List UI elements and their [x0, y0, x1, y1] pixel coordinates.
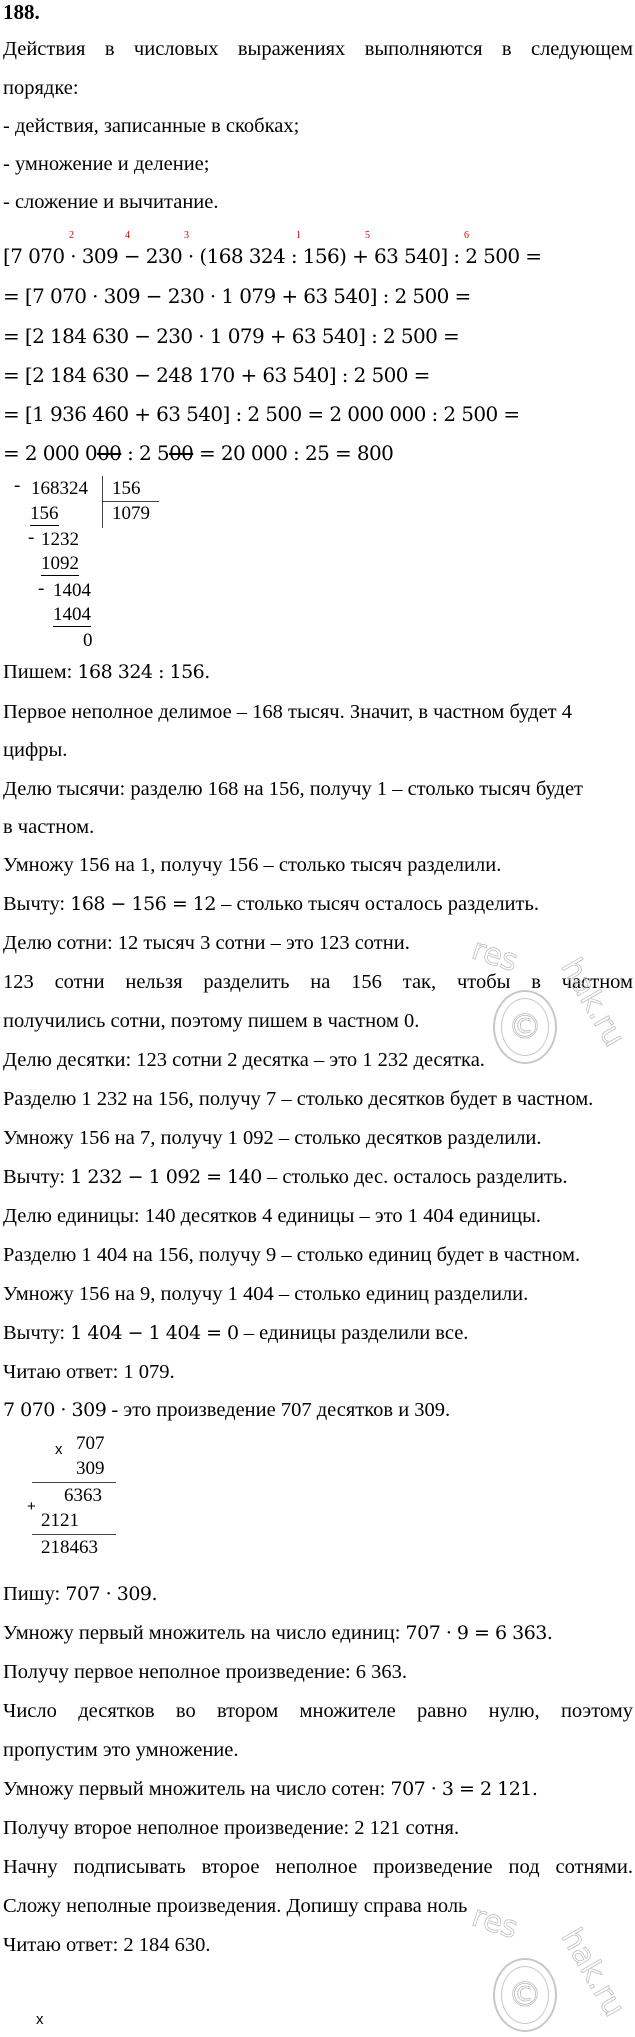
final-remainder: 0	[83, 630, 93, 651]
explanation-line: в частном.	[3, 816, 95, 838]
explanation-line	[3, 1321, 468, 1345]
copyright-icon: ©	[493, 990, 557, 1064]
text: – единицы разделили все.	[238, 1322, 469, 1344]
explanation-line: Делю единицы: 140 десятков 4 единицы – это 1 404 единицы.	[3, 1205, 542, 1227]
minus-sign: -	[14, 475, 21, 496]
factor-1: 707	[76, 1433, 105, 1454]
product-result: 218463	[41, 1537, 98, 1558]
text: Вычту:	[3, 893, 71, 915]
task-number: 188.	[3, 0, 40, 24]
divisor-underline	[102, 501, 159, 502]
text: Вычту:	[3, 1322, 71, 1344]
minus-sign: -	[38, 578, 45, 599]
math: 707 · 3 = 2 121.	[390, 1778, 538, 1800]
explanation-line	[3, 1621, 552, 1645]
dividend: 168324	[31, 478, 88, 499]
text: - это произведение 707 десятков и 309.	[106, 1399, 451, 1421]
expression-line: = [2 184 630 − 248 170 + 63 540] : 2 500 =	[3, 363, 430, 387]
expression-line: [7 070 · 309 − 230 · (168 324 : 156) + 63 540] : 2 500 =	[3, 244, 542, 268]
explanation-line: Число десятков во втором множителе равно нулю, поэтому	[3, 1700, 633, 1722]
order-mark: 4	[125, 230, 130, 241]
explanation-line: Разделю 1 404 на 156, получу 9 – столько единиц будет в частном.	[3, 1244, 581, 1266]
explanation-line: Первое неполное делимое – 168 тысяч. Значит, в частном будет 4	[3, 701, 572, 723]
times-sign: x	[55, 1441, 63, 1458]
explanation-line: Умножу 156 на 7, получу 1 092 – столько десятков разделили.	[3, 1127, 542, 1149]
explanation-line: Начну подписывать второе неполное произведение под сотнями.	[3, 1856, 633, 1878]
explanation-line: Получу второе неполное произведение: 2 121 сотня.	[3, 1817, 460, 1839]
expr-suffix: = 20 000 : 25 = 800	[193, 441, 394, 465]
explanation-line	[3, 892, 539, 916]
expression-line: = [2 184 630 − 230 · 1 079 + 63 540] : 2 500 =	[3, 324, 460, 348]
text: – столько дес. осталось разделить.	[261, 1166, 568, 1188]
quotient: 1079	[112, 503, 150, 524]
expr-prefix: = 2 000 0	[3, 441, 98, 465]
explanation-line	[3, 660, 210, 684]
rule-item: - действия, записанные в скобках;	[3, 115, 300, 137]
multiplication-line	[32, 1482, 116, 1483]
math: 707 · 9 = 6 363.	[405, 1622, 553, 1644]
explanation-line: Сложу неполные произведения. Допишу справа ноль	[3, 1895, 468, 1917]
watermark-text: hak.ru	[553, 1922, 632, 2023]
order-mark: 2	[69, 230, 74, 241]
text: – столько тысяч осталось разделить.	[215, 893, 539, 915]
math: 7 070 · 309	[3, 1399, 107, 1421]
explanation-line	[3, 1398, 450, 1422]
intro-line-2: порядке:	[3, 77, 79, 99]
plus-sign: +	[27, 1498, 36, 1515]
subtrahend: 1404	[53, 604, 91, 625]
explanation-line: Умножу 156 на 9, получу 1 404 – столько единиц разделили.	[3, 1283, 529, 1305]
explanation-line: Делю тысячи: разделю 168 на 156, получу 1 – столько тысяч будет	[3, 778, 584, 800]
expression-line: = [7 070 · 309 − 230 · 1 079 + 63 540] : 2 500 =	[3, 284, 471, 308]
rule-item: - умножение и деление;	[3, 153, 210, 175]
copyright-icon: ©	[493, 1958, 557, 2032]
explanation-line: Умножу 156 на 1, получу 156 – столько тысяч разделили.	[3, 854, 502, 876]
footer-mark: x	[36, 2011, 44, 2028]
explanation-line	[3, 1165, 568, 1189]
struck-zeros: 00	[97, 441, 122, 465]
watermark-text: res	[467, 1898, 523, 1947]
factor-2: 309	[76, 1458, 105, 1479]
explanation-line: цифры.	[3, 739, 68, 761]
remainder: 1404	[53, 580, 91, 601]
order-mark: 6	[464, 230, 469, 241]
expression-final-line	[3, 440, 393, 466]
text: Вычту:	[3, 1166, 71, 1188]
partial-product-2: 2121	[41, 1510, 79, 1531]
math: 1 232 − 1 092 = 140	[70, 1166, 262, 1188]
intro-line-1: Действия в числовых выражениях выполняются в следующем	[3, 38, 633, 60]
remainder: 1232	[41, 529, 79, 550]
divisor: 156	[112, 478, 141, 499]
rule-item: - сложение и вычитание.	[3, 191, 219, 213]
division-vertical-line	[102, 476, 103, 528]
subtrahend: 156	[30, 503, 59, 524]
explanation-line: получились сотни, поэтому пишем в частном 0.	[3, 1010, 420, 1032]
order-mark: 5	[365, 230, 370, 241]
explanation-line: Разделю 1 232 на 156, получу 7 – столько десятков будет в частном.	[3, 1088, 594, 1110]
partial-product-1: 6363	[64, 1485, 102, 1506]
explanation-line: пропустим это умножение.	[3, 1739, 239, 1761]
math: 707 · 309.	[65, 1583, 158, 1605]
order-mark: 3	[184, 230, 189, 241]
explanation-line	[3, 1582, 157, 1606]
explanation-line: Читаю ответ: 2 184 630.	[3, 1934, 211, 1956]
watermark-text: hak.ru	[553, 952, 632, 1053]
subtrahend: 1092	[41, 553, 79, 574]
watermark-text: res	[467, 931, 523, 980]
math: 1 404 − 1 404 = 0	[70, 1322, 239, 1344]
explanation-line: Читаю ответ: 1 079.	[3, 1361, 175, 1383]
explanation-line	[3, 1777, 537, 1801]
minus-sign: -	[28, 527, 35, 548]
text: Пишу:	[3, 1583, 66, 1605]
struck-zeros: 00	[168, 441, 194, 465]
explanation-line: Делю десятки: 123 сотни 2 десятка – это 1 232 десятка.	[3, 1049, 485, 1071]
explanation-line: Делю сотни: 12 тысяч 3 сотни – это 123 сотни.	[3, 932, 410, 954]
expression-line: = [1 936 460 + 63 540] : 2 500 = 2 000 000 : 2 500 =	[3, 402, 520, 426]
text: Пишем:	[3, 661, 78, 683]
order-mark: 1	[296, 230, 301, 241]
text: Умножу первый множитель на число единиц:	[3, 1622, 406, 1644]
math: 168 − 156 = 12	[70, 893, 216, 915]
sum-line	[32, 1534, 116, 1535]
explanation-line: 123 сотни нельзя разделить на 156 так, чтобы в частном	[3, 971, 633, 993]
expr-mid: : 2 5	[121, 441, 169, 465]
explanation-line: Получу первое неполное произведение: 6 363.	[3, 1661, 408, 1683]
text: Умножу первый множитель на число сотен:	[3, 1778, 391, 1800]
math: 168 324 : 156.	[77, 661, 210, 683]
